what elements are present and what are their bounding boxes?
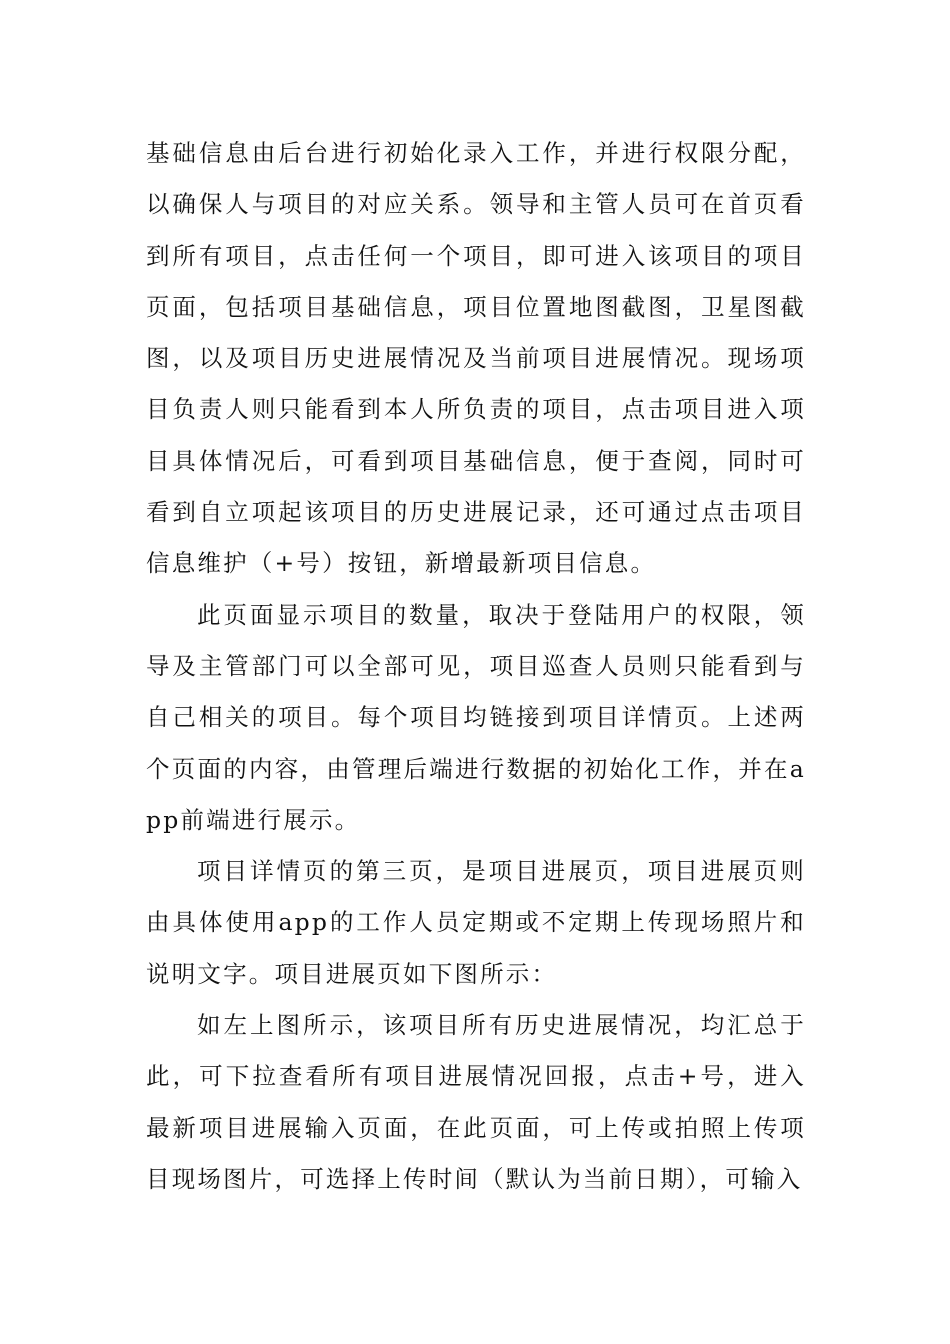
paragraph-3: 项目详情页的第三页，是项目进展页，项目进展页则由具体使用app的工作人员定期或不定期上传现场照片和说明文字。项目进展页如下图所示： xyxy=(146,857,806,988)
paragraph-4: 如左上图所示，该项目所有历史进展情况，均汇总于此，可下拉查看所有项目进展情况回报，点击+号，进入最新项目进展输入页面，在此页面，可上传或拍照上传项目现场图片，可选择上传时间（默认为当前日期），可输入 xyxy=(146,1011,806,1193)
paragraph-1: 基础信息由后台进行初始化录入工作，并进行权限分配，以确保人与项目的对应关系。领导和主管人员可在首页看到所有项目，点击任何一个项目，即可进入该项目的项目页面，包括项目基础信息，项目位置地图截图，卫星图截图，以及项目历史进展情况及当前项目进展情况。现场项目负责人则只能看到本人所负责的项目，点击项目进入项目具体情况后，可看到项目基础信息，便于查阅，同时可看到自立项起该项目的历史进展记录，还可通过点击项目信息维护（+号）按钮，新增最新项目信息。 xyxy=(146,139,806,578)
paragraph-2: 此页面显示项目的数量，取决于登陆用户的权限，领导及主管部门可以全部可见，项目巡查人员则只能看到与自己相关的项目。每个项目均链接到项目详情页。上述两个页面的内容，由管理后端进行数据的初始化工作，并在app前端进行展示。 xyxy=(146,600,806,834)
document-body xyxy=(146,128,806,1205)
